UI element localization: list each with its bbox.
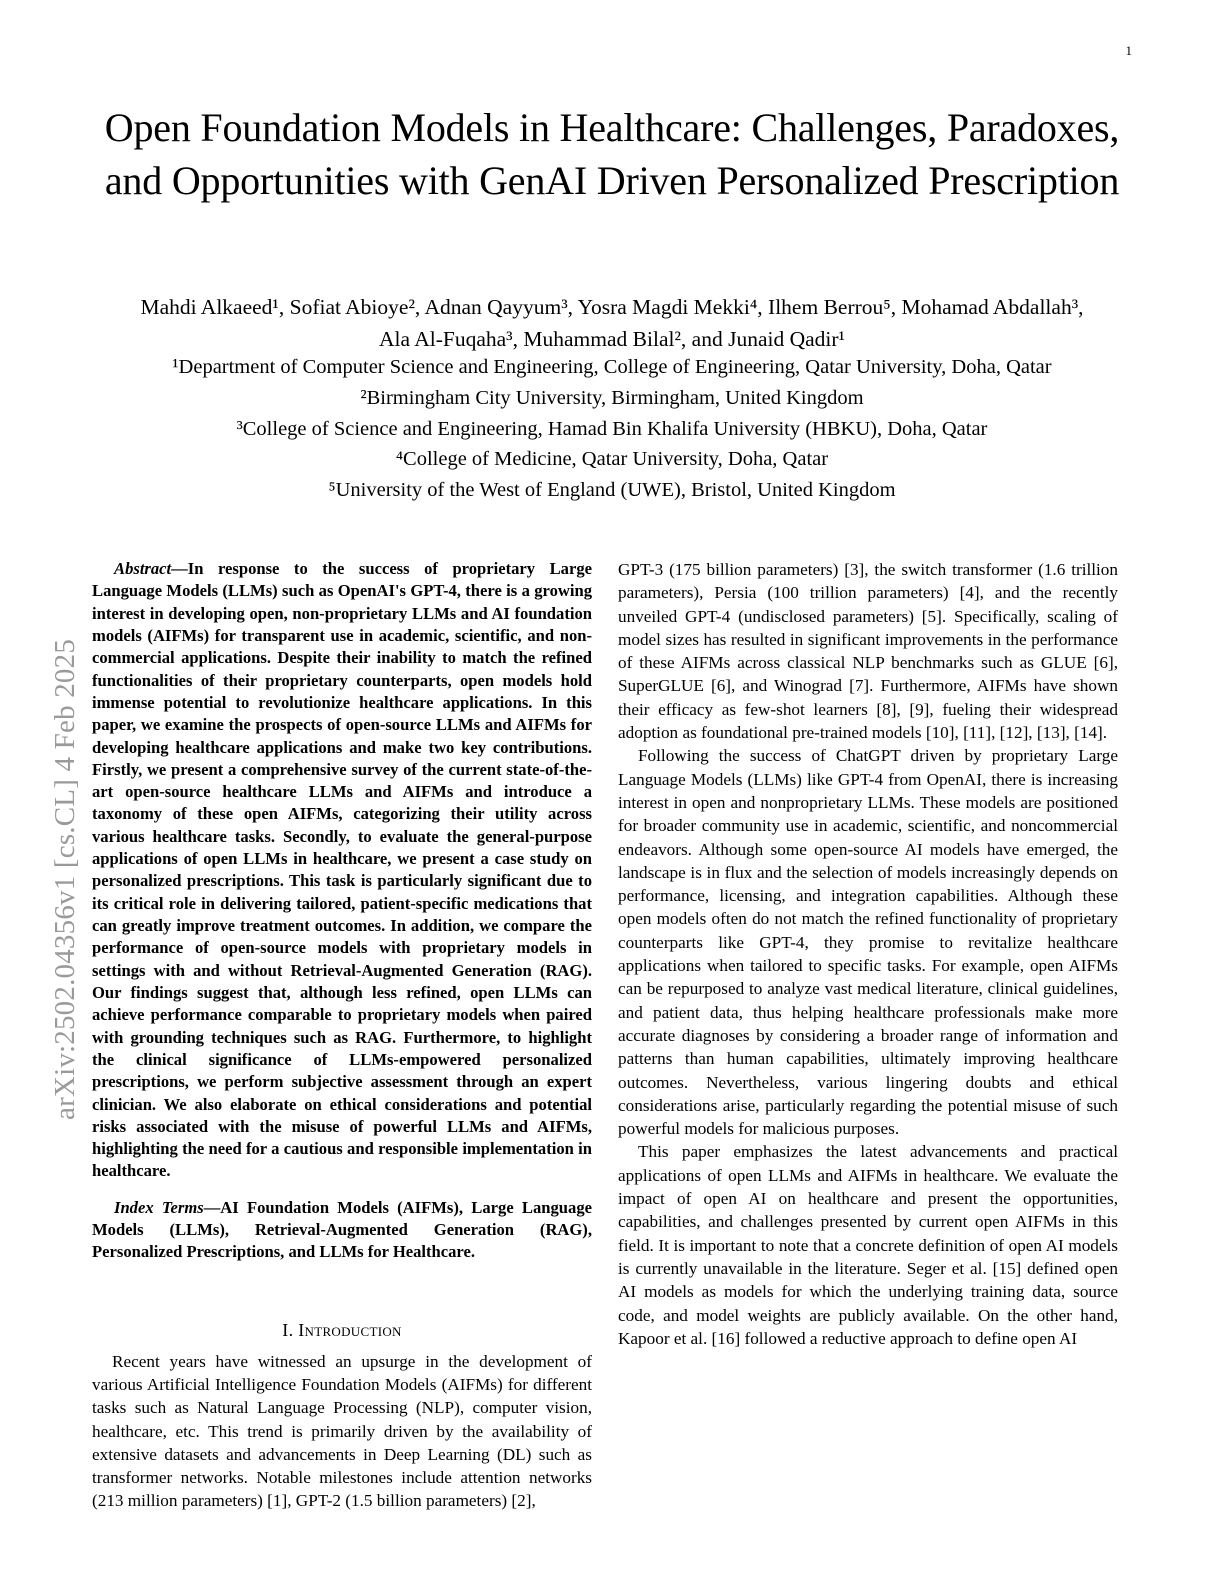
intro-paragraph-3: Following the success of ChatGPT driven by proprietary Large Language Models (LLMs) like GPT-4 from OpenAI, there is increasing interest in open and nonproprietary LLMs. These models are positioned for broader community use in academic, scientific, and noncommercial endeavors. Although some open-source AI models have emerged, the landscape is in flux and the selection of models increasingly depends on performance, licensing, and integration capabilities. Although these open models often do not match the refined functionality of proprietary counterparts like GPT-4, they promise to revitalize healthcare applications when tailored to specific tasks. For example, open AIFMs can be repurposed to analyze vast medical literature, clinical guidelines, and patient data, thus helping healthcare professionals make more accurate diagnoses by considering a broader range of information and patterns than human capabilities, ultimately improving healthcare outcomes. Nevertheless, various lingering doubts and ethical considerations arise, particularly regarding the potential misuse of such powerful models for malicious purposes. xyxy=(618,746,1118,1139)
section-heading-introduction xyxy=(92,1320,592,1341)
page-number: 1 xyxy=(1125,43,1132,58)
authors-line-2: Ala Al-Fuqaha³, Muhammad Bilal², and Junaid Qadir¹ xyxy=(379,326,845,351)
column-right xyxy=(618,558,1118,1350)
section-title: Introduction xyxy=(298,1319,402,1340)
index-terms-paragraph xyxy=(92,1197,592,1264)
affiliation-4: ⁴College of Medicine, Qatar University, Doha, Qatar xyxy=(395,448,829,471)
affiliation-2: ²Birmingham City University, Birmingham, United Kingdom xyxy=(360,386,864,409)
abstract-paragraph xyxy=(92,558,592,1183)
affiliations-block xyxy=(92,352,1132,506)
page-title: Open Foundation Models in Healthcare: Challenges, Paradoxes, and Opportunities with GenAI Driven Personalized Prescription xyxy=(104,105,1120,203)
body-columns xyxy=(92,558,1132,1511)
abstract-text: In response to the success of proprietary Large Language Models (LLMs) such as OpenAI's GPT-4, there is a growing interest in developing open, non-proprietary LLMs and AI foundation models (AIFMs) for transparent use in academic, scientific, and non-commercial applications. Despite their inability to match the refined functionalities of their proprietary counterparts, open models hold immense potential to revolutionize healthcare applications. In this paper, we examine the prospects of open-source LLMs and AIFMs for developing healthcare applications and make two key contributions. Firstly, we present a comprehensive survey of the current state-of-the-art open-source healthcare LLMs and AIFMs and introduce a taxonomy of these open AIFMs, categorizing their utility across various healthcare tasks. Secondly, to evaluate the general-purpose applications of open LLMs in healthcare, we present a case study on personalized prescriptions. This task is particularly significant due to its critical role in delivering tailored, patient-specific medications that can greatly improve treatment outcomes. In addition, we compare the performance of open-source models with proprietary models in settings with and without Retrieval-Augmented Generation (RAG). Our findings suggest that, although less refined, open LLMs can achieve performance comparable to proprietary models when paired with grounding techniques such as RAG. Furthermore, to highlight the clinical significance of LLMs-empowered personalized prescriptions, we perform subjective assessment through an expert clinician. We also elaborate on ethical considerations and potential risks associated with the misuse of powerful LLMs and AIFMs, highlighting the need for a cautious and responsible implementation in healthcare. xyxy=(92,559,592,1181)
abstract-label: Abstract xyxy=(114,559,172,578)
index-terms-dash: — xyxy=(203,1197,221,1217)
section-number: I. xyxy=(282,1319,294,1340)
affiliation-1: ¹Department of Computer Science and Engineering, College of Engineering, Qatar University, Doha, Qatar xyxy=(172,356,1052,378)
affiliation-3: ³College of Science and Engineering, Hamad Bin Khalifa University (HBKU), Doha, Qatar xyxy=(236,417,988,440)
authors-block xyxy=(92,292,1132,356)
title-block xyxy=(92,102,1132,208)
abstract-dash: — xyxy=(171,559,188,578)
intro-paragraph-4: This paper emphasizes the latest advancements and practical applications of open LLMs and AIFMs in healthcare. We evaluate the impact of open AI on healthcare and present the opportunities, capabilities, and challenges presented by current open AIFMs in this field. It is important to note that a concrete definition of open AI models is currently unavailable in the literature. Seger et al. [15] defined open AI models as models for which the underlying training data, source code, and model weights are publicly available. On the other hand, Kapoor et al. [16] followed a reductive approach to define open AI xyxy=(618,1142,1118,1348)
index-terms-text: AI Foundation Models (AIFMs), Large Language Models (LLMs), Retrieval-Augmented Generation (RAG), Personalized Prescriptions, and LLMs for Healthcare. xyxy=(92,1197,592,1262)
intro-paragraph-1: Recent years have witnessed an upsurge in the development of various Artificial Intelligence Foundation Models (AIFMs) for different tasks such as Natural Language Processing (NLP), computer vision, healthcare, etc. This trend is primarily driven by the availability of extensive datasets and advancements in Deep Learning (DL) such as transformer networks. Notable milestones include attention networks (213 million parameters) [1], GPT-2 (1.5 billion parameters) [2], xyxy=(92,1351,592,1511)
column-left xyxy=(92,558,592,1513)
intro-paragraph-2: GPT-3 (175 billion parameters) [3], the switch transformer (1.6 trillion parameters), Persia (100 trillion parameters) [4], and the recently unveiled GPT-4 (undisclosed parameters) [5]. Specifically, scaling of model sizes has resulted in significant improvements in the performance of these AIFMs across classical NLP benchmarks such as GLUE [6], SuperGLUE [6], and Winograd [7]. Furthermore, AIFMs have shown their efficacy as few-shot learners [8], [9], fueling their widespread adoption as foundational pre-trained models [10], [11], [12], [13], [14]. xyxy=(618,560,1118,743)
index-terms-label: Index Terms xyxy=(114,1197,204,1217)
authors-line-1: Mahdi Alkaeed¹, Sofiat Abioye², Adnan Qayyum³, Yosra Magdi Mekki⁴, Ilhem Berrou⁵, Mohamad Abdallah³, xyxy=(140,295,1084,319)
affiliation-5: ⁵University of the West of England (UWE), Bristol, United Kingdom xyxy=(328,479,896,501)
arxiv-stamp: arXiv:2502.04356v1 [cs.CL] 4 Feb 2025 xyxy=(49,638,81,1120)
